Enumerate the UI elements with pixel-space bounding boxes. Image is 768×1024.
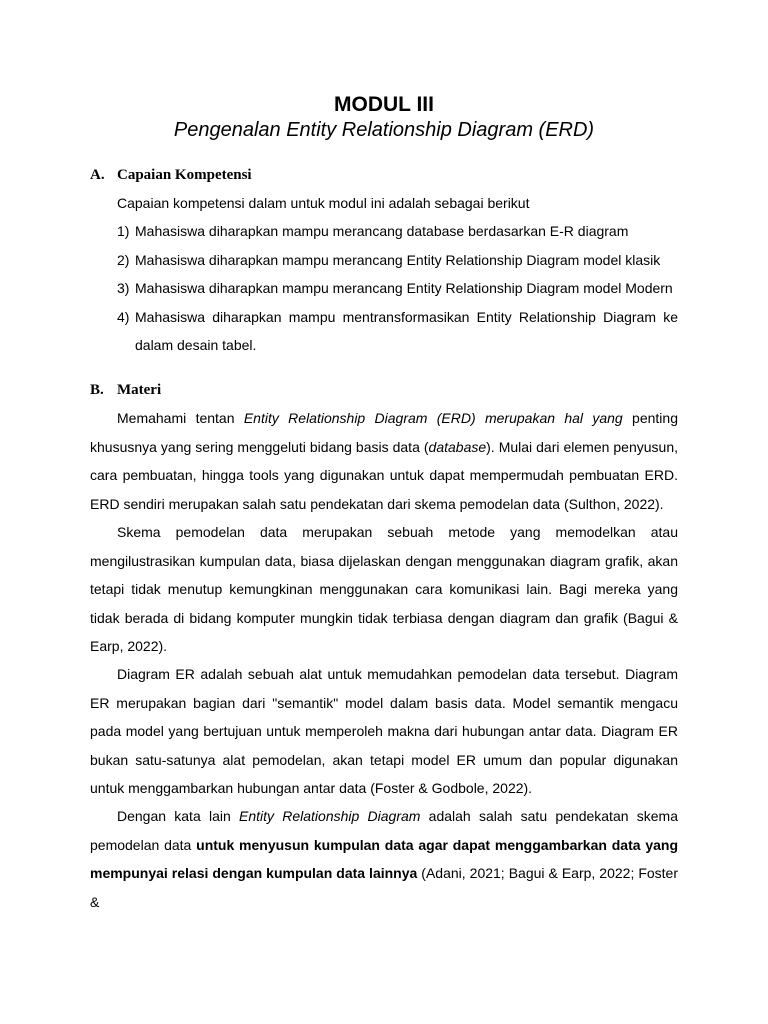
p1-italic-term: database <box>428 438 487 455</box>
p4-italic-term: Entity Relationship Diagram <box>239 808 421 824</box>
section-a-heading <box>90 165 252 185</box>
module-subtitle: Pengenalan Entity Relationship Diagram (ERD) <box>173 119 595 141</box>
list-item-number: 4) <box>117 309 130 325</box>
p1-text: penting khususnya yang sering menggeluti bidang basis data ( <box>90 410 678 455</box>
list-item-number: 2) <box>117 252 130 268</box>
list-item-continuation: dalam desain tabel. <box>135 337 257 353</box>
p4-text: adalah salah satu pendekatan skema pemodelan data <box>90 808 678 853</box>
module-title: MODUL III <box>334 93 434 116</box>
list-item-text: Mahasiswa diharapkan mampu merancang database berdasarkan E-R diagram <box>135 223 629 239</box>
section-a-intro: Capaian kompetensi dalam untuk modul ini adalah sebagai berikut <box>117 195 530 211</box>
list-item-text: Mahasiswa diharapkan mampu merancang Entity Relationship Diagram model Modern <box>135 280 673 296</box>
p3-text: Diagram ER adalah sebuah alat untuk memudahkan pemodelan data tersebut. Diagram ER merupakan bagian dari "semantik" model dalam basis data. Model semantik mengacu pada model yang bertujuan untuk memperoleh makna dari hubungan antar data. Diagram ER bukan satu-satunya alat pemodelan, akan tetapi model ER umum dan popular digunakan untuk menggambarkan hubungan antar data (Foster & Godbole, 2022). <box>90 666 678 796</box>
section-b-title: Materi <box>117 382 162 398</box>
p1-italic-term: Entity Relationship Diagram (ERD) merupakan hal yang <box>243 410 623 426</box>
p4-bold-text: untuk menyusun kumpulan data agar dapat menggambarkan data yang mempunyai relasi dengan kumpulan data lainnya <box>90 836 678 881</box>
section-b-heading <box>90 380 161 400</box>
list-item-number: 3) <box>117 280 130 296</box>
p1-text: Memahami tentan <box>117 410 244 426</box>
list-item-number: 1) <box>117 223 130 239</box>
p2-text: Skema pemodelan data merupakan sebuah metode yang memodelkan atau mengilustrasikan kumpulan data, biasa dijelaskan dengan menggunakan diagram grafik, akan tetapi tidak menutup kemungkinan menggunakan cara komunikasi lain. Bagi mereka yang tidak berada di bidang komputer mungkin tidak terbiasa dengan diagram dan grafik (Bagui & Earp, 2022). <box>90 524 678 654</box>
paragraph-1 <box>90 404 678 518</box>
section-a-title: Capaian Kompetensi <box>117 167 252 183</box>
paragraph-4 <box>90 802 678 916</box>
list-item-text: Mahasiswa diharapkan mampu mentransformasikan Entity Relationship Diagram ke <box>135 309 678 325</box>
p4-text: Dengan kata lain <box>117 808 239 824</box>
list-item-text: Mahasiswa diharapkan mampu merancang Entity Relationship Diagram model klasik <box>135 252 661 268</box>
section-a-letter: A. <box>90 167 105 183</box>
paragraph-3 <box>90 660 678 803</box>
paragraph-2 <box>90 518 678 661</box>
p1-text: ). Mulai dari elemen penyusun, cara pembuatan, hingga tools yang digunakan untuk dapat mempermudah pembuatan ERD. ERD sendiri merupakan salah satu pendekatan dari skema pemodelan data (Sulthon, 2022). <box>90 438 679 512</box>
p4-text: (Adani, 2021; Bagui & Earp, 2022; Foster & <box>90 865 679 910</box>
section-b-letter: B. <box>90 382 104 398</box>
